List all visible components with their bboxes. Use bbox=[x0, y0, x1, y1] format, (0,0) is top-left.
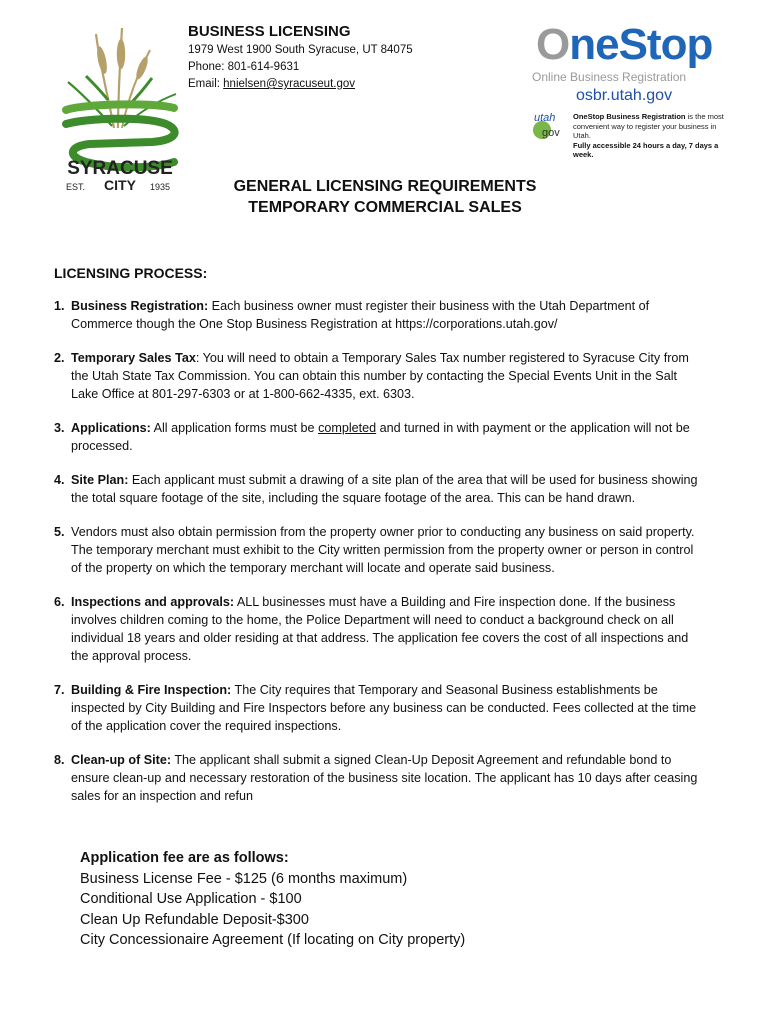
logo-city-name: SYRACUSE bbox=[67, 158, 173, 179]
item-text: Each applicant must submit a drawing of a site plan of the area that will be used for business showing the total square footage of the site, including the square footage of the area. This can be hand drawn. bbox=[71, 473, 698, 505]
logo-year: 1935 bbox=[150, 182, 171, 192]
item-number: 7. bbox=[54, 683, 65, 697]
item-text-underlined: completed bbox=[318, 421, 377, 435]
title-line-2: TEMPORARY COMMERCIAL SALES bbox=[248, 199, 522, 216]
fee-item: Business License Fee - $125 (6 months maximum) bbox=[80, 870, 408, 887]
onestop-subtitle: Online Business Registration bbox=[532, 70, 687, 84]
item-text: Vendors must also obtain permission from the property owner prior to conducting any business on said property. The temporary merchant must exhibit to the City written permission from the property owner or person in control of the property on which the temporary merchant will locate and operate said business. bbox=[71, 525, 695, 575]
item-number: 8. bbox=[54, 753, 65, 767]
onestop-logo bbox=[536, 20, 712, 70]
item-label: Clean-up of Site: bbox=[71, 753, 172, 767]
onestop-blurb-text: is the most convenient way to register your business in Utah. bbox=[573, 112, 724, 141]
item-label: Business Registration: bbox=[71, 299, 209, 313]
fee-item: Clean Up Refundable Deposit-$300 bbox=[80, 911, 309, 928]
list-item bbox=[54, 297, 706, 333]
logo-est: EST. bbox=[66, 182, 86, 192]
item-text: Each business owner must register their business with the Utah Department of Commerce though the One Stop Business Registration at https://corporations.utah.gov/ bbox=[71, 299, 650, 331]
item-label: Applications: bbox=[71, 421, 151, 435]
item-label: Temporary Sales Tax bbox=[71, 351, 196, 365]
item-number: 3. bbox=[54, 421, 65, 435]
email-link[interactable]: hnielsen@syracuseut.gov bbox=[223, 78, 356, 90]
requirements-list bbox=[54, 297, 706, 821]
onestop-panel bbox=[528, 20, 724, 160]
list-item bbox=[54, 681, 706, 735]
section-heading: LICENSING PROCESS: bbox=[54, 265, 208, 281]
item-text: : You will need to obtain a Temporary Sales Tax number registered to Syracuse City from the Utah State Tax Commission. You can obtain this number by contacting the Special Events Unit in the Salt Lake Office at 801-297-6303 or at 1-800-662-4335, ext. 6303. bbox=[71, 351, 689, 401]
header-phone: Phone: 801-614-9631 bbox=[188, 61, 300, 73]
onestop-blurb-hours: Fully accessible 24 hours a day, 7 days a week. bbox=[573, 140, 719, 160]
list-item bbox=[54, 419, 706, 455]
item-label: Inspections and approvals: bbox=[71, 595, 235, 609]
onestop-logo-o: O bbox=[536, 20, 570, 69]
item-text: ALL businesses must have a Building and Fire inspection done. If the business involves children coming to the home, the Police Department will need to conduct a background check on all individual 18 years and older residing at that address. The application fee covers the cost of all inspections and the approval process. bbox=[71, 595, 689, 663]
list-item bbox=[54, 593, 706, 665]
item-text: The applicant shall submit a signed Clean-Up Deposit Agreement and refundable bond to ensure clean-up and necessary restoration of the business site location. The applicant has 10 days after ceasing sales for an inspection and refun bbox=[71, 753, 698, 803]
fee-item: City Concessionaire Agreement (If locating on City property) bbox=[80, 932, 466, 948]
syracuse-city-logo bbox=[56, 16, 184, 192]
fees-section bbox=[80, 848, 465, 951]
utah-gov-icon bbox=[530, 110, 566, 140]
onestop-blurb bbox=[573, 112, 729, 160]
fees-heading: Application fee are as follows: bbox=[80, 850, 289, 866]
header-email-label: Email: bbox=[188, 78, 224, 90]
header-email bbox=[188, 76, 413, 93]
onestop-logo-rest: neStop bbox=[569, 20, 713, 69]
header-title: BUSINESS LICENSING bbox=[188, 23, 351, 40]
item-number: 5. bbox=[54, 525, 65, 539]
item-text: The City requires that Temporary and Seasonal Business establishments be inspected by City Building and Fire Inspectors before any business can be conducted. Fees collected at the time of the application cover the required inspections. bbox=[71, 683, 697, 733]
item-number: 6. bbox=[54, 595, 65, 609]
onestop-url-link[interactable]: osbr.utah.gov bbox=[576, 87, 673, 104]
document-title bbox=[0, 176, 770, 218]
header-address: 1979 West 1900 South Syracuse, UT 84075 bbox=[188, 44, 413, 56]
header-contact bbox=[188, 22, 413, 93]
item-number: 2. bbox=[54, 351, 65, 365]
item-number: 1. bbox=[54, 299, 65, 313]
svg-text:utah: utah bbox=[534, 112, 556, 124]
item-text: and turned in with payment or the application will not be processed. bbox=[71, 421, 690, 453]
onestop-blurb-name: OneStop Business Registration bbox=[573, 112, 686, 121]
logo-city: CITY bbox=[104, 177, 136, 192]
list-item bbox=[54, 471, 706, 507]
svg-text:gov: gov bbox=[542, 127, 560, 139]
item-label: Building & Fire Inspection: bbox=[71, 683, 232, 697]
list-item bbox=[54, 751, 706, 805]
title-line-1: GENERAL LICENSING REQUIREMENTS bbox=[233, 178, 537, 195]
item-label: Site Plan: bbox=[71, 473, 129, 487]
item-text: All application forms must be bbox=[150, 421, 319, 435]
list-item bbox=[54, 523, 706, 577]
list-item bbox=[54, 349, 706, 403]
item-number: 4. bbox=[54, 473, 65, 487]
fee-item: Conditional Use Application - $100 bbox=[80, 891, 302, 907]
